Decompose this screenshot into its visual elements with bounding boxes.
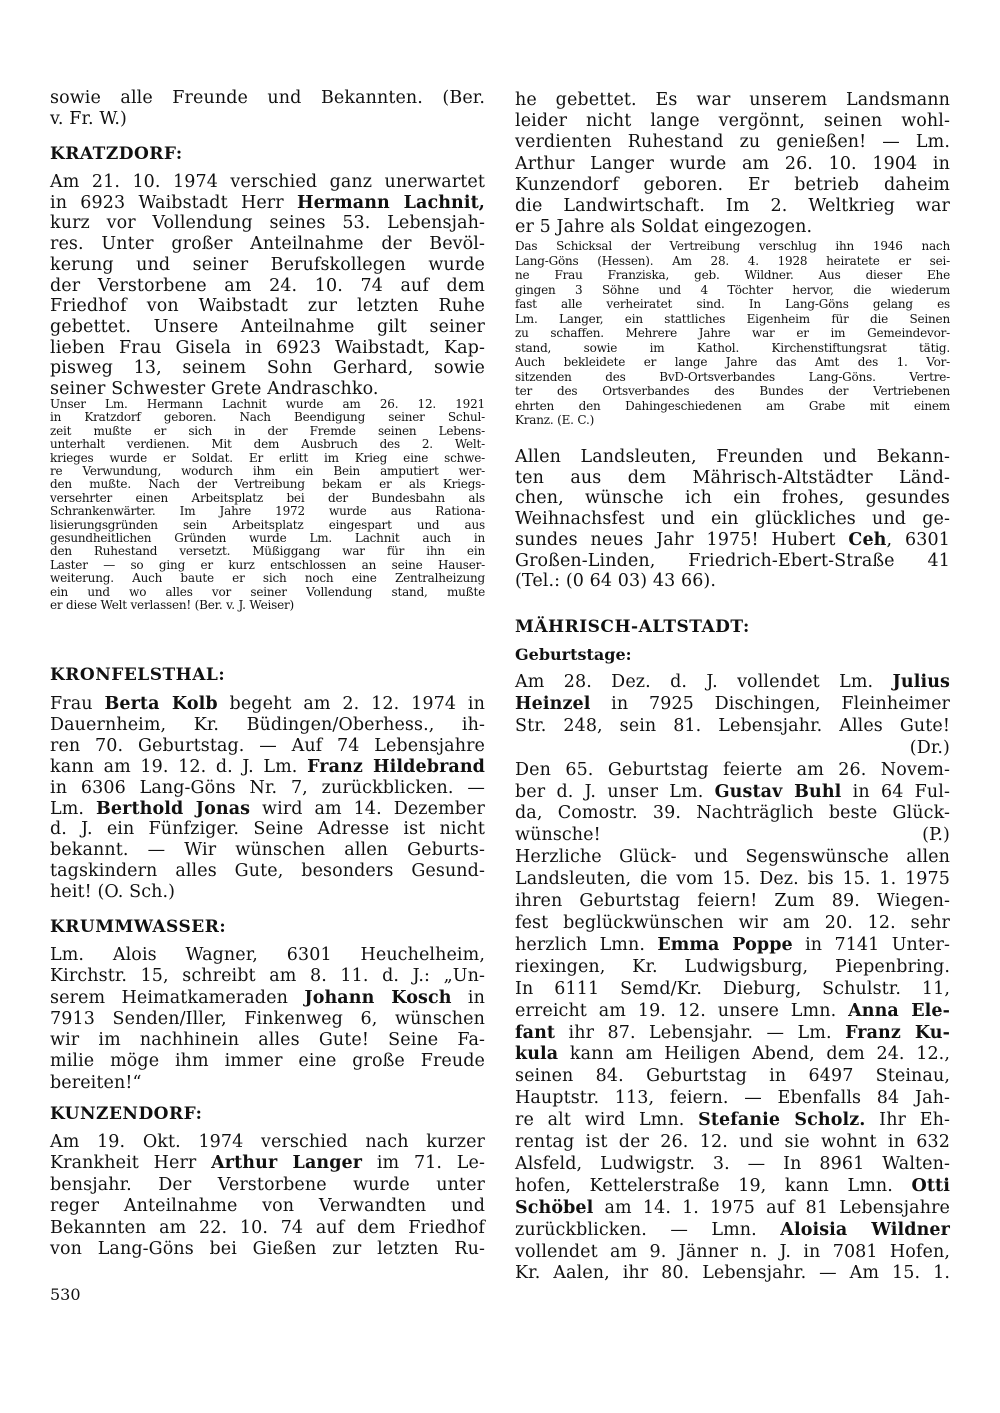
text-line: er diese Welt verlassen! (Ber. v. J. Weiser) bbox=[50, 598, 294, 613]
signature-dr: (Dr.) bbox=[909, 737, 950, 758]
maehrisch-birthdays bbox=[515, 672, 950, 1285]
text-line: heit! (O. Sch.) bbox=[50, 882, 176, 903]
text-line: serem Heimatkameraden Johann Kosch in bbox=[50, 987, 486, 1008]
text-line: d. J. ein Fünfziger. Seine Adresse ist nicht bbox=[50, 819, 485, 840]
text-line: wir im nachhinein alles Gute! Seine Fa- bbox=[50, 1030, 485, 1051]
text-line: Lm. Berthold Jonas wird am 14. Dezember bbox=[50, 798, 485, 819]
text-line: Den 65. Geburtstag feierte am 26. Novem- bbox=[515, 759, 950, 780]
text-line: herzlich Lmn. Emma Poppe in 7141 Unter- bbox=[515, 934, 950, 955]
text-line: Kirchstr. 15, schreibt am 8. 11. d. J.: „Un- bbox=[50, 966, 485, 987]
text-line: Kranz. (E. C.) bbox=[515, 413, 595, 427]
text-line: er 5 Jahre als Soldat eingezogen. bbox=[515, 217, 813, 238]
text-line: zu schaffen. Mehrere Jahre war er im Gemeindevor- bbox=[515, 326, 950, 340]
text-line: zeit mußte er sich in der Fremde seinen Lebens- bbox=[50, 423, 485, 438]
text-line: v. Fr. W.) bbox=[50, 108, 127, 129]
page-number: 530 bbox=[50, 1285, 81, 1304]
bold-name: Berthold Jonas bbox=[96, 798, 251, 819]
text-line: Lm. Langer, ein stattliches Eigenheim für die Seinen bbox=[515, 311, 950, 326]
text-line: 7913 Senden/Iller, Finkenweg 6, wünschen bbox=[50, 1008, 485, 1029]
text-line: reger Anteilnahme von Verwandten und bbox=[50, 1196, 485, 1217]
heading-kronfelsthal: KRONFELSTHAL: bbox=[50, 665, 226, 685]
text-line: milie möge ihm immer eine große Freude bbox=[50, 1051, 485, 1072]
text-line: Schöbel am 14. 1. 1975 auf 81 Lebensjahre bbox=[515, 1197, 950, 1218]
text-line: Dauernheim, Kr. Büdingen/Oberhess., ih- bbox=[50, 714, 485, 735]
text-line: bereiten!“ bbox=[50, 1072, 142, 1093]
text-line: Bekannten am 22. 10. 74 auf dem Friedhof bbox=[50, 1217, 485, 1238]
text-line: vollendet am 9. Jänner n. J. in 7081 Hofen, bbox=[515, 1241, 950, 1262]
text-line: gingen 3 Söhne und 4 Töchter hervor, die wiederum bbox=[515, 282, 950, 297]
kronfelsthal-paragraph bbox=[50, 694, 485, 903]
text-line: ren 70. Geburtstag. — Auf 74 Lebensjahre bbox=[50, 735, 485, 756]
bold-name: Ceh bbox=[848, 529, 887, 550]
text-line: Kunzendorf geboren. Er betrieb daheim bbox=[515, 174, 950, 195]
text-line: Kr. Aalen, ihr 80. Lebensjahr. — Am 15. 1. bbox=[515, 1263, 950, 1284]
subheading-geburtstage: Geburtstage: bbox=[515, 645, 632, 664]
text-line: fest beglückwünschen wir am 20. 12. sehr bbox=[515, 912, 950, 933]
text-line: In 6111 Semd/Kr. Dieburg, Schulstr. 11, bbox=[515, 978, 950, 999]
text-line: Herzliche Glück- und Segenswünsche allen bbox=[515, 847, 950, 868]
text-line: Am 21. 10. 1974 verschied ganz unerwartet bbox=[50, 172, 485, 192]
text-line: Friedhof von Waibstadt zur letzten Ruhe bbox=[50, 296, 485, 317]
text-line: Allen Landsleuten, Freunden und Bekann- bbox=[515, 447, 950, 467]
text-line: Heinzel in 7925 Dischingen, Fleinheimer bbox=[515, 693, 950, 714]
text-line: Weihnachsfest und ein glückliches und ge- bbox=[515, 509, 950, 530]
text-line: ehrten den Dahingeschiedenen am Grabe mit einem bbox=[515, 398, 950, 413]
text-line: Krankheit Herr Arthur Langer im 71. Le- bbox=[50, 1153, 485, 1174]
text-line: gesundheitlichen Gründen wurde Lm. Lachnit auch in bbox=[50, 531, 485, 546]
heading-kunzendorf: KUNZENDORF: bbox=[50, 1104, 203, 1124]
heading-krummwasser: KRUMMWASSER: bbox=[50, 917, 227, 937]
text-line: ten aus dem Mährisch-Altstädter Länd- bbox=[515, 467, 950, 488]
text-line: Am 28. Dez. d. J. vollendet Lm. Julius bbox=[515, 672, 950, 692]
bold-name: Aloisia Wildner bbox=[780, 1219, 950, 1240]
text-line: seinen 84. Geburtstag in 6497 Steinau, bbox=[515, 1066, 950, 1087]
text-line: ihren Geburtstag feiern! Zum 89. Wiegen- bbox=[515, 891, 950, 912]
bold-name: Franz Ku- bbox=[845, 1022, 950, 1043]
birthday-paragraph-2 bbox=[515, 760, 950, 848]
bold-name: Anna Ele- bbox=[848, 1000, 950, 1021]
text-line: bensjahr. Der Verstorbene wurde unter bbox=[50, 1174, 485, 1195]
text-line: Landsleuten, die vom 15. Dez. bis 15. 1. 1975 bbox=[515, 869, 950, 890]
text-line: sowie alle Freunde und Bekannten. (Ber. bbox=[50, 88, 485, 108]
text-line: sundes neues Jahr 1975! Hubert Ceh, 6301 bbox=[515, 529, 950, 550]
text-line: Hauptstr. 113, feiern. — Ebenfalls 84 Jah- bbox=[515, 1088, 950, 1109]
text-line: lieben Frau Gisela in 6923 Waibstadt, Kap- bbox=[50, 337, 485, 358]
text-line: kann am 19. 12. d. J. Lm. Franz Hildebrand bbox=[50, 756, 485, 777]
text-line: leider nicht lange vergönnt, seinen wohl- bbox=[515, 111, 950, 132]
kratzdorf-small-paragraph bbox=[50, 398, 485, 613]
text-line: chen, wünsche ich ein frohes, gesundes bbox=[515, 488, 950, 509]
text-line: die Landwirtschaft. Im 2. Weltkrieg war bbox=[515, 196, 950, 217]
text-line: bekannt. — Wir wünschen allen Geburts- bbox=[50, 840, 485, 861]
text-line: verdienten Ruhestand zu genießen! — Lm. bbox=[515, 132, 950, 153]
text-line: Frau Berta Kolb begeht am 2. 12. 1974 in bbox=[50, 694, 485, 714]
text-line: Laster — so ging er kurz entschlossen an seine Hauser- bbox=[50, 557, 485, 572]
bold-name: Otti bbox=[911, 1175, 950, 1196]
birthday-paragraph-1 bbox=[515, 672, 950, 738]
bold-name: Berta Kolb bbox=[104, 694, 218, 714]
text-line: in 6923 Waibstadt Herr Hermann Lachnit, bbox=[50, 192, 485, 213]
birthday-paragraph-3 bbox=[515, 847, 950, 1285]
text-line: in Kratzdorf geboren. Nach Beendigung seiner Schul- bbox=[50, 410, 485, 425]
text-line: von Lang-Göns bei Gießen zur letzten Ru- bbox=[50, 1239, 485, 1260]
text-line: den Ruhestand versetzt. Müßiggang war für ihn ein bbox=[50, 544, 485, 559]
text-line: der Verstorbene am 24. 10. 74 auf dem bbox=[50, 275, 485, 296]
text-line: fant ihr 87. Lebensjahr. — Lm. Franz Ku- bbox=[515, 1022, 950, 1043]
bold-name: Hermann Lachnit, bbox=[296, 192, 485, 213]
text-line: kula kann am Heiligen Abend, dem 24. 12., bbox=[515, 1044, 950, 1065]
text-line: tagskindern alles Gute, besonders Gesund- bbox=[50, 861, 485, 882]
text-line: gebettet. Unsere Anteilnahme gilt seiner bbox=[50, 316, 485, 337]
text-line: in 6306 Lang-Göns Nr. 7, zurückblicken. — bbox=[50, 777, 485, 798]
bold-name: kula bbox=[515, 1044, 559, 1065]
text-line: den mußte. Nach der Vertreibung bekam er als Kriegs- bbox=[50, 477, 485, 492]
text-line: he gebettet. Es war unserem Landsmann bbox=[515, 90, 950, 110]
text-line: re Verwundung, wodurch ihm ein Bein amputiert wer- bbox=[50, 464, 485, 479]
text-line: fast alle verheiratet sind. In Lang-Göns gelang es bbox=[515, 297, 950, 311]
text-line: res. Unter großer Anteilnahme der Bevöl- bbox=[50, 234, 485, 255]
text-line: ter des Ortsverbandes des Bundes der Vertriebenen bbox=[515, 384, 950, 398]
bold-name: Franz Hildebrand bbox=[307, 756, 485, 777]
text-line: pisweg 13, seinem Sohn Gerhard, sowie bbox=[50, 358, 485, 379]
text-line: erreicht am 19. 12. unsere Lmn. Anna Ele- bbox=[515, 1000, 950, 1021]
text-line: wünsche! (P.) bbox=[515, 825, 950, 846]
text-line: Alsfeld, Ludwigstr. 3. — In 8961 Walten- bbox=[515, 1153, 950, 1174]
text-line: rentag ist der 26. 12. und sie wohnt in 632 bbox=[515, 1132, 950, 1153]
kratzdorf-paragraph bbox=[50, 172, 485, 400]
bold-name: fant bbox=[515, 1022, 556, 1043]
text-line: krieges wurde er Soldat. Er erlitt im Krieg eine schwe- bbox=[50, 450, 485, 465]
text-line: ne Frau Franziska, geb. Wildner. Aus dieser Ehe bbox=[515, 268, 950, 282]
kunzendorf-small-paragraph bbox=[515, 239, 950, 428]
krummwasser-paragraph bbox=[50, 945, 485, 1094]
bold-name: Emma Poppe bbox=[657, 934, 793, 955]
text-line: unterhalt verdienen. Mit dem Ausbruch des 2. Welt- bbox=[50, 437, 485, 452]
text-line: hofen, Kettelerstraße 19, kann Lmn. Otti bbox=[515, 1175, 950, 1196]
text-line: ber d. J. unser Lm. Gustav Buhl in 64 Ful- bbox=[515, 781, 950, 802]
heading-kratzdorf: KRATZDORF: bbox=[50, 144, 183, 164]
text-line: seiner Schwester Grete Andraschko. bbox=[50, 379, 379, 400]
heading-maehrisch-altstadt: MÄHRISCH-ALTSTADT: bbox=[515, 617, 750, 637]
bold-name: Heinzel bbox=[515, 693, 591, 714]
text-line: Auch bekleidete er lange Jahre das Amt des 1. Vor- bbox=[515, 355, 950, 369]
text-line: Am 19. Okt. 1974 verschied nach kurzer bbox=[50, 1132, 485, 1152]
text-line: riexingen, Kr. Ludwigsburg, Piepenbring. bbox=[515, 956, 950, 977]
text-line: ein und wo alles vor seiner Vollendung stand, mußte bbox=[50, 584, 485, 599]
text-line: Str. 248, sein 81. Lebensjahr. Alles Gute! bbox=[515, 715, 950, 736]
text-line: Lang-Göns (Hessen). Am 28. 4. 1928 heiratete er sei- bbox=[515, 253, 950, 268]
bold-name: Stefanie Scholz. bbox=[698, 1110, 866, 1131]
text-line: stand, sowie im Kathol. Kirchenstiftungsrat tätig. bbox=[515, 340, 950, 355]
text-line: Unser Lm. Hermann Lachnit wurde am 26. 12. 1921 bbox=[50, 397, 485, 411]
text-line: (Tel.: (0 64 03) 43 66). bbox=[515, 571, 717, 592]
kunzendorf-paragraph bbox=[50, 1132, 485, 1260]
text-line: kurz vor Vollendung seines 53. Lebensjah- bbox=[50, 213, 485, 234]
text-line: Arthur Langer wurde am 26. 10. 1904 in bbox=[515, 153, 950, 174]
text-line: da, Comostr. 39. Nachträglich beste Glück- bbox=[515, 803, 950, 824]
text-line: Schrankenwärter. Im Jahre 1972 wurde aus Rationa- bbox=[50, 504, 485, 519]
text-line: zurückblicken. — Lmn. Aloisia Wildner bbox=[515, 1219, 950, 1240]
bold-name: Gustav Buhl bbox=[714, 781, 842, 802]
intro-paragraph bbox=[50, 88, 485, 130]
text-line: re alt wird Lmn. Stefanie Scholz. Ihr Eh- bbox=[515, 1110, 950, 1131]
greeting-paragraph bbox=[515, 447, 950, 592]
bold-name: Arthur Langer bbox=[211, 1153, 363, 1174]
text-line: Großen-Linden, Friedrich-Ebert-Straße 41 bbox=[515, 550, 950, 571]
text-line: Das Schicksal der Vertreibung verschlug ihn 1946 nach bbox=[515, 239, 950, 253]
text-line: kerung und seiner Berufskollegen wurde bbox=[50, 254, 485, 275]
bold-name: Julius bbox=[892, 672, 950, 692]
text-line: Lm. Alois Wagner, 6301 Heuchelheim, bbox=[50, 945, 485, 965]
kunzendorf-continued-paragraph bbox=[515, 90, 950, 238]
text-line: lisierungsgründen sein Arbeitsplatz eingespart und aus bbox=[50, 517, 485, 532]
bold-name: Schöbel bbox=[515, 1197, 594, 1218]
bold-name: Johann Kosch bbox=[304, 987, 452, 1008]
text-line: sitzenden des BvD-Ortsverbandes Lang-Göns. Vertre- bbox=[515, 369, 950, 384]
text-line: weiterung. Auch baute er sich noch eine Zentralheizung bbox=[50, 571, 485, 586]
text-line: versehrter einen Arbeitsplatz bei der Bundesbahn als bbox=[50, 490, 485, 505]
